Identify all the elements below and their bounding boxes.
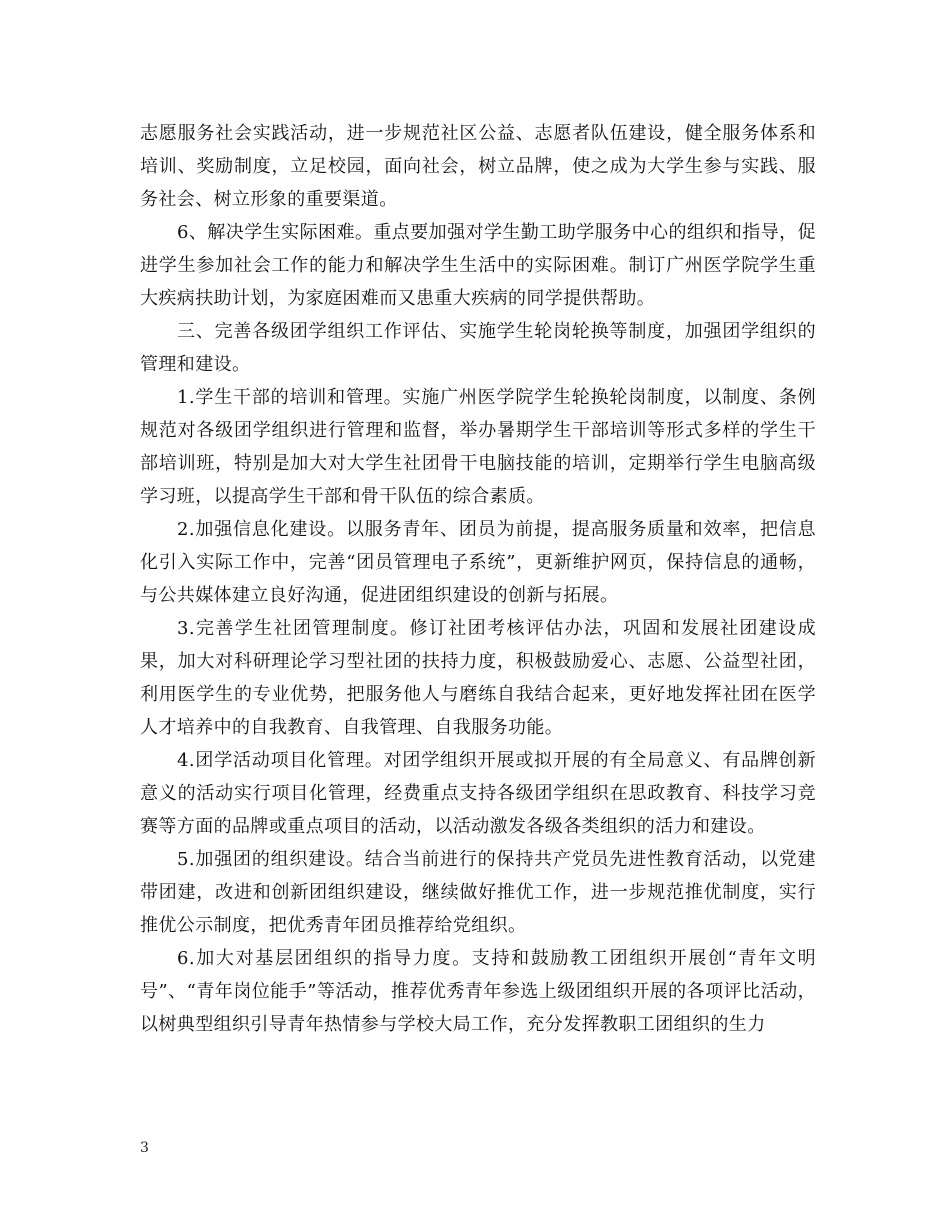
paragraph-cadre-training: 1.学生干部的培训和管理。实施广州医学院学生轮换轮岗制度，以制度、条例规范对各级团学组织进行管理和监督，举办暑期学生干部培训等形式多样的学生干部培训班，特别是加大对大学生社团骨干电脑技能的培训，定期举行学生电脑高级学习班，以提高学生干部和骨干队伍的综合素质。 bbox=[140, 387, 816, 507]
paragraph-club-management: 3.完善学生社团管理制度。修订社团考核评估办法，巩固和发展社团建设成果，加大对科研理论学习型社团的扶持力度，积极鼓励爱心、志愿、公益型社团，利用医学生的专业优势，把服务他人与磨练自我结合起来，更好地发挥社团在医学人才培养中的自我教育、自我管理、自我服务功能。 bbox=[140, 618, 816, 738]
paragraph-informatization: 2.加强信息化建设。以服务青年、团员为前提，提高服务质量和效率，把信息化引入实际工作中，完善“团员管理电子系统”，更新维护网页，保持信息的通畅，与公共媒体建立良好沟通，促进团组织建设的创新与拓展。 bbox=[140, 519, 816, 606]
paragraph-grassroots-guidance: 6.加大对基层团组织的指导力度。支持和鼓励教工团组织开展创“青年文明号”、“青年岗位能手”等活动，推荐优秀青年参选上级团组织开展的各项评比活动，以树典型组织引导青年热情参与学校大局工作，充分发挥教职工团组织的生力 bbox=[140, 948, 816, 1035]
section-heading-three: 三、完善各级团学组织工作评估、实施学生轮岗轮换等制度，加强团学组织的管理和建设。 bbox=[140, 321, 816, 375]
page-number: 3 bbox=[140, 1140, 149, 1156]
paragraph-student-difficulties: 6、解决学生实际困难。重点要加强对学生勤工助学服务中心的组织和指导，促进学生参加社会工作的能力和解决学生生活中的实际困难。制订广州医学院学生重大疾病扶助计划，为家庭困难而又患重大疾病的同学提供帮助。 bbox=[140, 222, 816, 309]
paragraph-project-management: 4.团学活动项目化管理。对团学组织开展或拟开展的有全局意义、有品牌创新意义的活动实行项目化管理，经费重点支持各级团学组织在思政教育、科技学习竞赛等方面的品牌或重点项目的活动，以活动激发各级各类组织的活力和建设。 bbox=[140, 750, 816, 837]
paragraph-volunteer-service: 志愿服务社会实践活动，进一步规范社区公益、志愿者队伍建设，健全服务体系和培训、奖励制度，立足校园，面向社会，树立品牌，使之成为大学生参与实践、服务社会、树立形象的重要渠道。 bbox=[140, 123, 816, 210]
body-text bbox=[140, 117, 816, 1041]
paragraph-organization-building: 5.加强团的组织建设。结合当前进行的保持共产党员先进性教育活动，以党建带团建，改进和创新团组织建设，继续做好推优工作，进一步规范推优制度，实行推优公示制度，把优秀青年团员推荐给党组织。 bbox=[140, 849, 816, 936]
